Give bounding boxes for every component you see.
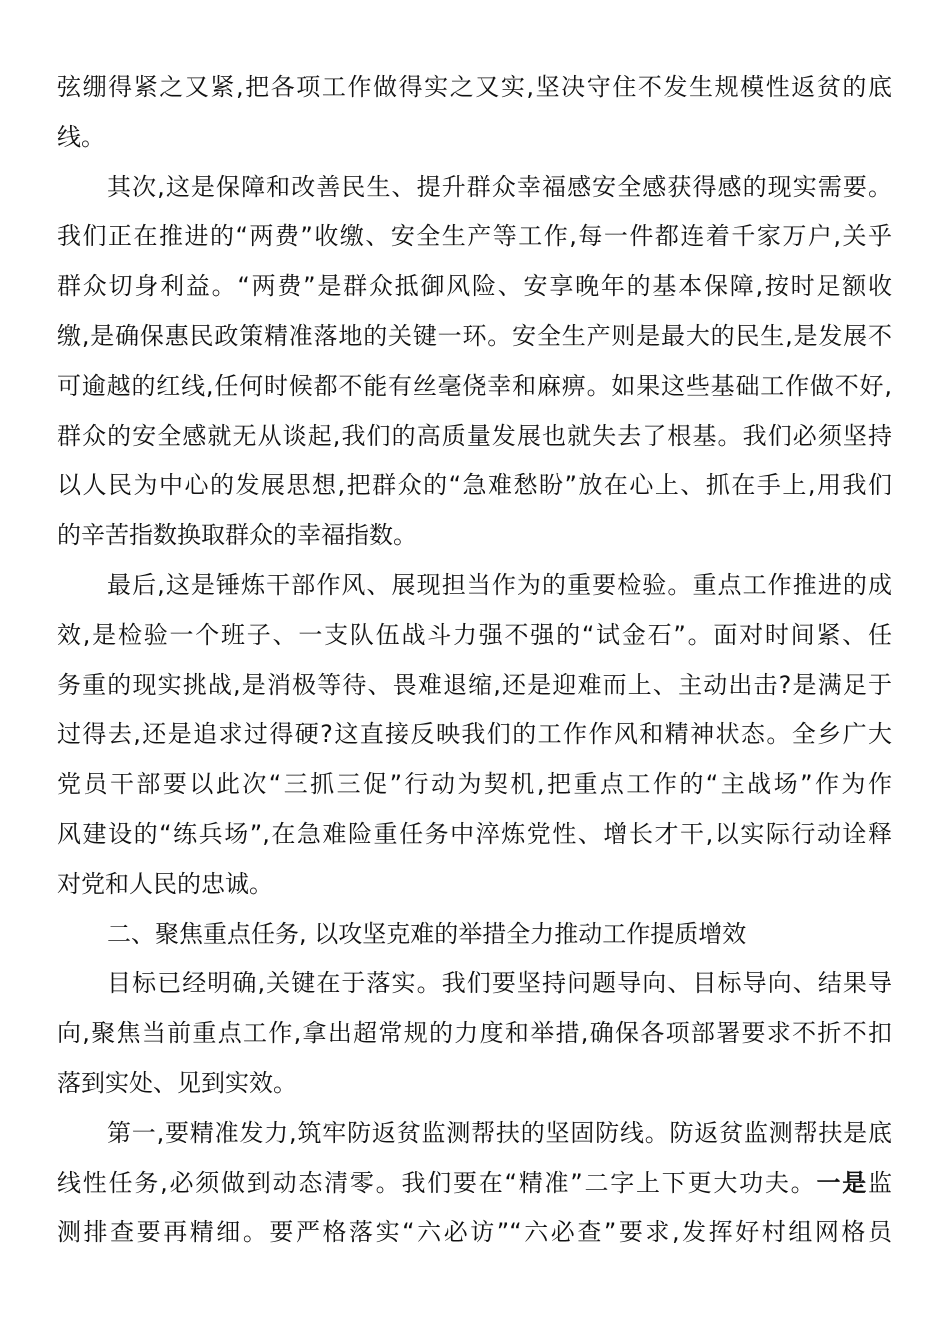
text-line: 效,是检验一个班子、一支队伍战斗力强不强的“试金石”。面对时间紧、任 [57, 620, 892, 649]
text-line: 缴,是确保惠民政策精准落地的关键一环。安全生产则是最大的民生,是发展不 [57, 321, 892, 350]
text-line: 测排查要再精细。要严格落实“六必访”“六必查”要求,发挥好村组网格员 [57, 1218, 892, 1247]
text-line: 目标已经明确,关键在于落实。我们要坚持问题导向、目标导向、结果导 [107, 969, 892, 998]
text-segment: 线性任务,必须做到动态清零。我们要在“精准”二字上下更大功夫。 [57, 1168, 817, 1197]
paragraph-second-reason [57, 163, 892, 561]
text-line: 线。 [57, 122, 105, 151]
text-line: 弦绷得紧之又紧,把各项工作做得实之又实,坚决守住不发生规模性返贫的底 [57, 73, 892, 101]
paragraph-first-task [57, 1109, 892, 1258]
text-line: 群众切身利益。“两费”是群众抵御风险、安享晚年的基本保障,按时足额收 [57, 272, 892, 301]
paragraph-continuation [57, 63, 892, 163]
text-line: 党员干部要以此次“三抓三促”行动为契机,把重点工作的“主战场”作为作 [57, 770, 892, 799]
section-heading [57, 910, 892, 960]
document-page [57, 63, 892, 1258]
text-segment: 监 [868, 1168, 892, 1197]
text-line: 风建设的“练兵场”,在急难险重任务中淬炼党性、增长才干,以实际行动诠释 [57, 819, 892, 848]
text-line: 最后,这是锤炼干部作风、展现担当作为的重要检验。重点工作推进的成 [107, 570, 892, 599]
text-line: 以人民为中心的发展思想,把群众的“急难愁盼”放在心上、抓在手上,用我们 [57, 471, 892, 500]
text-line: 的辛苦指数换取群众的幸福指数。 [57, 521, 417, 550]
text-line: 群众的安全感就无从谈起,我们的高质量发展也就失去了根基。我们必须坚持 [57, 421, 892, 450]
text-line [57, 1159, 892, 1209]
text-line: 务重的现实挑战,是消极等待、畏难退缩,还是迎难而上、主动出击?是满足于 [57, 670, 892, 699]
heading-text: 二、聚焦重点任务, 以攻坚克难的举措全力推动工作提质增效 [107, 919, 747, 948]
text-line: 过得去,还是追求过得硬?这直接反映我们的工作作风和精神状态。全乡广大 [57, 720, 892, 749]
bold-marker: 一是 [816, 1168, 868, 1197]
text-line: 可逾越的红线,任何时候都不能有丝毫侥幸和麻痹。如果这些基础工作做不好, [57, 371, 892, 400]
text-line: 对党和人民的忠诚。 [57, 869, 273, 898]
paragraph-goal [57, 959, 892, 1108]
text-line: 落到实处、见到实效。 [57, 1068, 297, 1097]
text-line: 其次,这是保障和改善民生、提升群众幸福感安全感获得感的现实需要。 [107, 172, 892, 201]
paragraph-final-reason [57, 561, 892, 910]
text-line: 第一,要精准发力,筑牢防返贫监测帮扶的坚固防线。防返贫监测帮扶是底 [107, 1118, 892, 1147]
text-line: 我们正在推进的“两费”收缴、安全生产等工作,每一件都连着千家万户,关乎 [57, 222, 892, 251]
text-line: 向,聚焦当前重点工作,拿出超常规的力度和举措,确保各项部署要求不折不扣 [57, 1019, 892, 1048]
